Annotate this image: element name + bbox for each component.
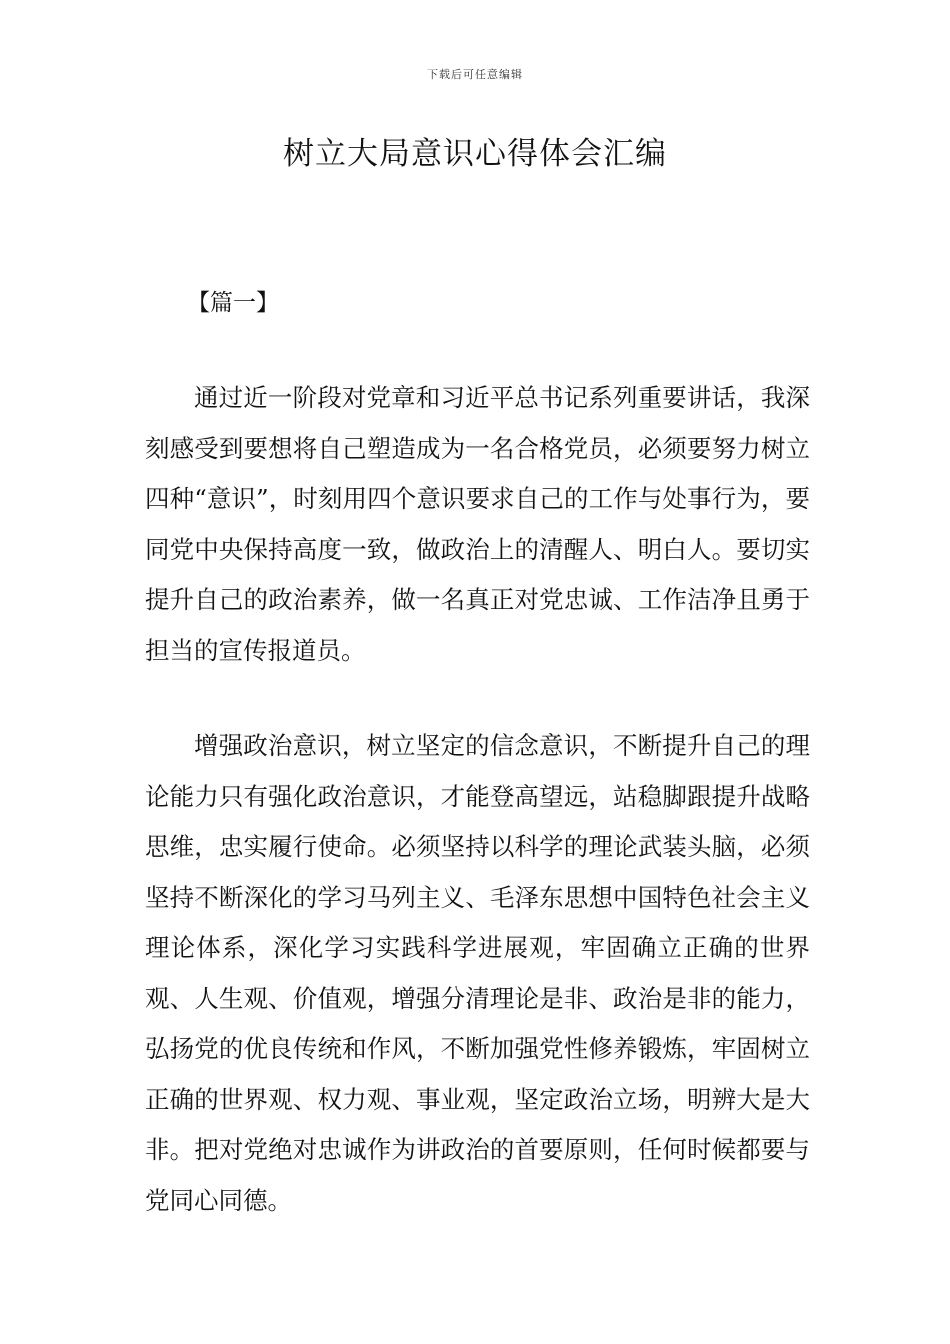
paragraph-1: 通过近一阶段对党章和习近平总书记系列重要讲话，我深刻感受到要想将自己塑造成为一名合格党员，必须要努力树立四种“意识”，时刻用四个意识要求自己的工作与处事行为，要同党中央保持高度一致，做政治上的清醒人、明白人。要切实提升自己的政治素养，做一名真正对党忠诚、工作洁净且勇于担当的宣传报道员。	[145, 383, 810, 665]
section-heading: 【篇一】	[187, 290, 279, 316]
paragraph-2: 增强政治意识，树立坚定的信念意识，不断提升自己的理论能力只有强化政治意识，才能登高望远，站稳脚跟提升战略思维，忠实履行使命。必须坚持以科学的理论武装头脑，必须坚持不断深化的学习马列主义、毛泽东思想中国特色社会主义理论体系，深化学习实践科学进展观，牢固确立正确的世界观、人生观、价值观，增强分清理论是非、政治是非的能力，弘扬党的优良传统和作风，不断加强党性修养锻炼，牢固树立正确的世界观、权力观、事业观，坚定政治立场，明辨大是大非。把对党绝对忠诚作为讲政治的首要原则，任何时候都要与党同心同德。	[145, 731, 810, 1215]
header-note: 下载后可任意编辑	[427, 68, 523, 81]
document-title: 树立大局意识心得体会汇编	[283, 136, 667, 172]
